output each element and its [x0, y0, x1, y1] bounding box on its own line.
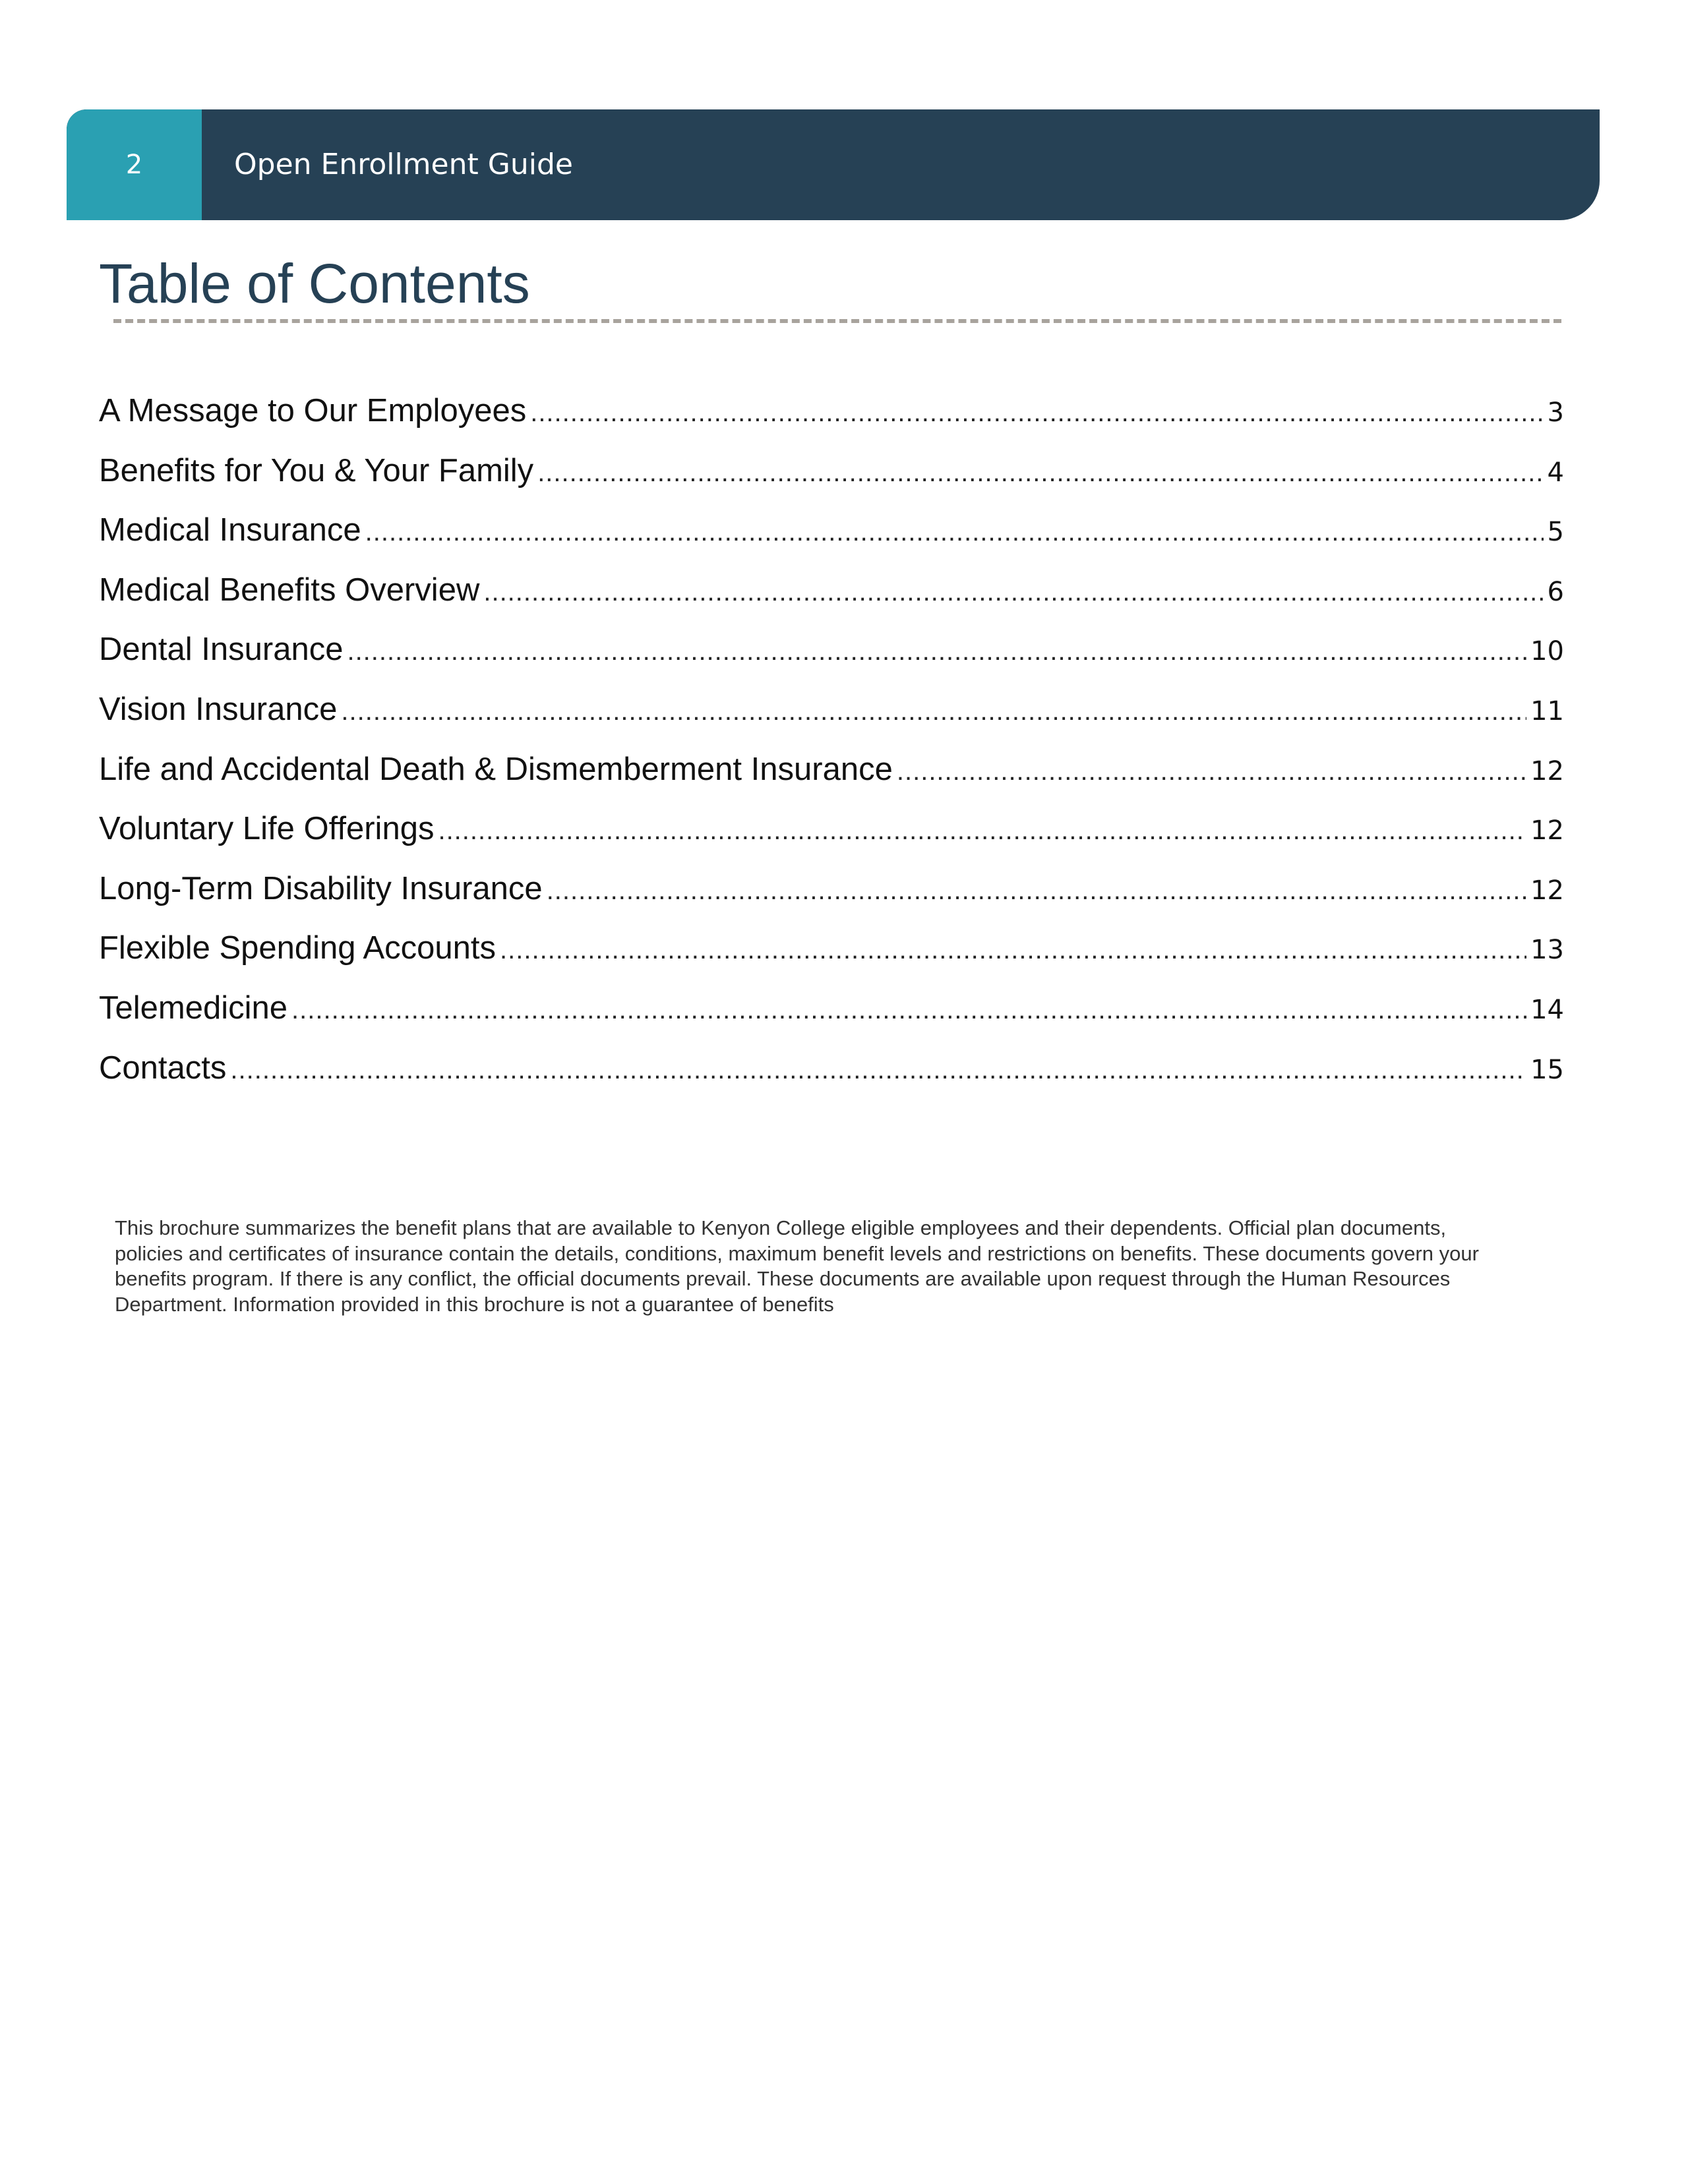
- disclaimer-text: This brochure summarizes the benefit plans that are available to Kenyon College eligible employees and their dependents. Official plan documents, policies and certificates of insurance contain the details, conditions, maximum benefit levels and restrictions on benefits. These documents govern your benefits program. If there is any conflict, the official documents prevail. These documents are available upon request through the Human Resources Department. Information provided in this brochure is not a guarantee of benefits: [115, 1216, 1479, 1316]
- toc-entry-title: Voluntary Life Offerings: [99, 811, 435, 847]
- toc-entry-ltd[interactable]: [99, 866, 1564, 926]
- toc-entry-title: Medical Insurance: [99, 512, 361, 548]
- toc-leader-dots: [347, 628, 1526, 674]
- toc-entry-page: 10: [1530, 636, 1564, 667]
- toc-entry-title: A Message to Our Employees: [99, 393, 527, 428]
- header-bar: [67, 109, 1600, 220]
- toc-entry-medical-overview[interactable]: [99, 567, 1564, 627]
- toc-entry-voluntary-life[interactable]: [99, 806, 1564, 866]
- toc-entry-page: 5: [1547, 517, 1564, 548]
- toc-entry-page: 15: [1530, 1054, 1564, 1085]
- toc-entry-title: Contacts: [99, 1049, 227, 1086]
- toc-leader-dots: [483, 569, 1543, 615]
- toc-entry-telemedicine[interactable]: [99, 985, 1564, 1045]
- toc-entry-title: Life and Accidental Death & Dismemberment Insurance: [99, 751, 893, 787]
- toc-entry-page: 12: [1530, 815, 1564, 846]
- toc-leader-dots: [537, 450, 1543, 496]
- page-number: 2: [125, 150, 143, 180]
- page-title: Table of Contents: [99, 252, 530, 314]
- toc-entry-page: 6: [1547, 576, 1564, 607]
- toc-entry-title: Telemedicine: [99, 989, 287, 1026]
- toc-entry-page: 12: [1530, 755, 1564, 786]
- toc-entry-title: Benefits for You & Your Family: [99, 452, 534, 488]
- table-of-contents: [99, 388, 1564, 1104]
- toc-entry-benefits-family[interactable]: [99, 448, 1564, 508]
- toc-leader-dots: [341, 688, 1526, 734]
- toc-leader-dots: [547, 868, 1526, 914]
- toc-entry-title: Medical Benefits Overview: [99, 572, 480, 608]
- heading-divider: [113, 319, 1561, 323]
- toc-entry-title: Flexible Spending Accounts: [99, 930, 496, 966]
- toc-entry-vision[interactable]: [99, 686, 1564, 746]
- toc-entry-page: 3: [1547, 398, 1564, 428]
- toc-leader-dots: [291, 987, 1526, 1033]
- toc-entry-page: 12: [1530, 875, 1564, 906]
- toc-entry-contacts[interactable]: [99, 1045, 1564, 1105]
- toc-entry-page: 4: [1547, 457, 1564, 488]
- toc-entry-dental[interactable]: [99, 626, 1564, 686]
- toc-leader-dots: [438, 808, 1526, 854]
- toc-entry-message[interactable]: [99, 388, 1564, 448]
- toc-leader-dots: [500, 927, 1526, 973]
- toc-leader-dots: [365, 509, 1544, 555]
- toc-entry-title: Dental Insurance: [99, 632, 344, 668]
- toc-entry-medical-insurance[interactable]: [99, 507, 1564, 567]
- toc-entry-title: Long-Term Disability Insurance: [99, 870, 543, 906]
- toc-entry-life-add[interactable]: [99, 746, 1564, 806]
- toc-entry-page: 11: [1530, 695, 1564, 726]
- toc-leader-dots: [897, 748, 1526, 794]
- toc-entry-page: 13: [1530, 935, 1564, 966]
- guide-title: Open Enrollment Guide: [234, 148, 573, 181]
- page-number-tab: [67, 109, 202, 220]
- toc-entry-fsa[interactable]: [99, 925, 1564, 985]
- toc-leader-dots: [530, 390, 1543, 436]
- toc-leader-dots: [230, 1047, 1526, 1093]
- toc-entry-page: 14: [1530, 994, 1564, 1025]
- toc-entry-title: Vision Insurance: [99, 691, 338, 727]
